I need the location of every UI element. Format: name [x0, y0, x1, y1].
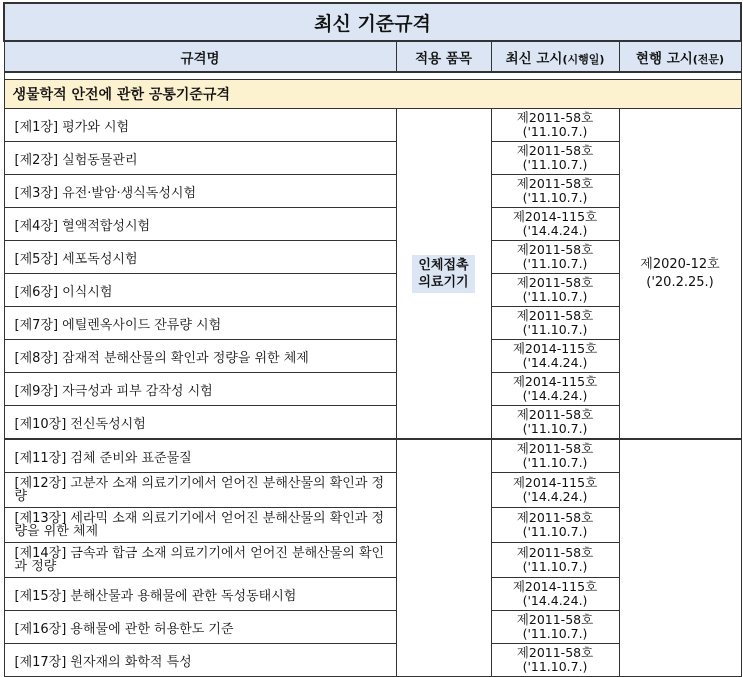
table-row	[4, 439, 741, 473]
chapter-name: [제11장] 검체 준비와 표준물질	[4, 439, 396, 473]
notice-date: ('14.4.24.)	[522, 388, 588, 403]
latest-notice-cell	[491, 274, 619, 307]
notice-number: 제2011-58호	[516, 545, 594, 560]
latest-notice-cell	[491, 406, 619, 440]
chapter-name: [제16장] 용해물에 관한 허용한도 기준	[4, 611, 396, 644]
chapter-name: [제3장] 유전·발암·생식독성시험	[4, 175, 396, 208]
column-header-name: 규격명	[4, 41, 396, 72]
column-header-latest-notice	[491, 41, 619, 72]
notice-number: 제2011-58호	[516, 407, 594, 422]
product-label	[412, 255, 474, 293]
latest-notice-cell	[491, 373, 619, 406]
product-line-2: 의료기기	[418, 274, 469, 290]
notice-number: 제2011-58호	[516, 143, 594, 158]
notice-date: ('11.10.7.)	[522, 157, 588, 172]
latest-notice-sub: (시행일)	[562, 52, 605, 66]
chapter-name: [제12장] 고분자 소재 의료기기에서 얻어진 분해산물의 확인과 정량	[4, 473, 396, 508]
latest-notice-cell	[491, 439, 619, 473]
latest-notice-cell	[491, 611, 619, 644]
chapter-name: [제10장] 전신독성시험	[4, 406, 396, 440]
notice-date: ('11.10.7.)	[522, 659, 588, 674]
current-notice-cell	[619, 439, 741, 677]
current-notice-date: ('20.2.25.)	[646, 274, 714, 290]
chapter-name: [제4장] 혈액적합성시험	[4, 208, 396, 241]
chapter-name: [제2장] 실험동물관리	[4, 142, 396, 175]
column-header-product: 적용 품목	[396, 41, 491, 72]
spacer-row	[4, 72, 741, 80]
latest-notice-cell	[491, 340, 619, 373]
notice-date: ('11.10.7.)	[522, 190, 588, 205]
current-notice-label: 현행 고시	[635, 50, 693, 67]
chapter-name: [제6장] 이식시험	[4, 274, 396, 307]
notice-date: ('11.10.7.)	[522, 124, 588, 139]
latest-notice-label: 최신 고시	[505, 50, 563, 67]
table-row	[4, 109, 741, 142]
notice-number: 제2011-58호	[516, 308, 594, 323]
current-notice-sub: (전문)	[692, 52, 725, 66]
notice-number: 제2011-58호	[516, 176, 594, 191]
notice-number: 제2014-115호	[512, 475, 598, 490]
product-cell	[396, 109, 491, 440]
product-line-1: 인체접촉	[418, 257, 469, 273]
notice-number: 제2011-58호	[516, 612, 594, 627]
standards-table	[3, 2, 742, 677]
notice-date: ('14.4.24.)	[522, 223, 588, 238]
current-notice-number: 제2020-12호	[640, 256, 720, 272]
notice-number: 제2011-58호	[516, 441, 594, 456]
latest-notice-cell	[491, 644, 619, 677]
notice-date: ('11.10.7.)	[522, 524, 588, 539]
notice-date: ('14.4.24.)	[522, 489, 588, 504]
chapter-name: [제7장] 에틸렌옥사이드 잔류량 시험	[4, 307, 396, 340]
chapter-name: [제17장] 원자재의 화학적 특성	[4, 644, 396, 677]
chapter-name: [제5장] 세포독성시험	[4, 241, 396, 274]
notice-date: ('14.4.24.)	[522, 593, 588, 608]
latest-notice-cell	[491, 578, 619, 611]
table-title: 최신 기준규격	[4, 3, 741, 41]
notice-date: ('11.10.7.)	[522, 289, 588, 304]
notice-number: 제2014-115호	[512, 341, 598, 356]
latest-notice-cell	[491, 307, 619, 340]
chapter-name: [제9장] 자극성과 피부 감작성 시험	[4, 373, 396, 406]
section-heading: 생물학적 안전에 관한 공통기준규격	[4, 80, 741, 109]
current-notice-cell	[619, 109, 741, 440]
chapter-name: [제1장] 평가와 시험	[4, 109, 396, 142]
chapter-name: [제14장] 금속과 합금 소재 의료기기에서 얻어진 분해산물의 확인과 정량	[4, 543, 396, 578]
chapter-name: [제15장] 분해산물과 용해물에 관한 독성동태시험	[4, 578, 396, 611]
product-cell	[396, 439, 491, 677]
notice-date: ('14.4.24.)	[522, 355, 588, 370]
latest-notice-cell	[491, 241, 619, 274]
notice-date: ('11.10.7.)	[522, 421, 588, 436]
notice-number: 제2014-115호	[512, 579, 598, 594]
notice-number: 제2014-115호	[512, 374, 598, 389]
latest-notice-cell	[491, 508, 619, 543]
notice-date: ('11.10.7.)	[522, 322, 588, 337]
notice-number: 제2014-115호	[512, 209, 598, 224]
latest-notice-cell	[491, 543, 619, 578]
notice-date: ('11.10.7.)	[522, 455, 588, 470]
latest-notice-cell	[491, 109, 619, 142]
notice-number: 제2011-58호	[516, 110, 594, 125]
latest-notice-cell	[491, 175, 619, 208]
notice-date: ('11.10.7.)	[522, 256, 588, 271]
notice-number: 제2011-58호	[516, 645, 594, 660]
latest-notice-cell	[491, 142, 619, 175]
chapter-name: [제13장] 세라믹 소재 의료기기에서 얻어진 분해산물의 확인과 정량을 위한 체제	[4, 508, 396, 543]
notice-date: ('11.10.7.)	[522, 626, 588, 641]
chapter-name: [제8장] 잠재적 분해산물의 확인과 정량을 위한 체제	[4, 340, 396, 373]
column-header-current-notice	[619, 41, 741, 72]
notice-number: 제2011-58호	[516, 242, 594, 257]
notice-date: ('11.10.7.)	[522, 559, 588, 574]
latest-notice-cell	[491, 473, 619, 508]
notice-number: 제2011-58호	[516, 510, 594, 525]
notice-number: 제2011-58호	[516, 275, 594, 290]
latest-notice-cell	[491, 208, 619, 241]
